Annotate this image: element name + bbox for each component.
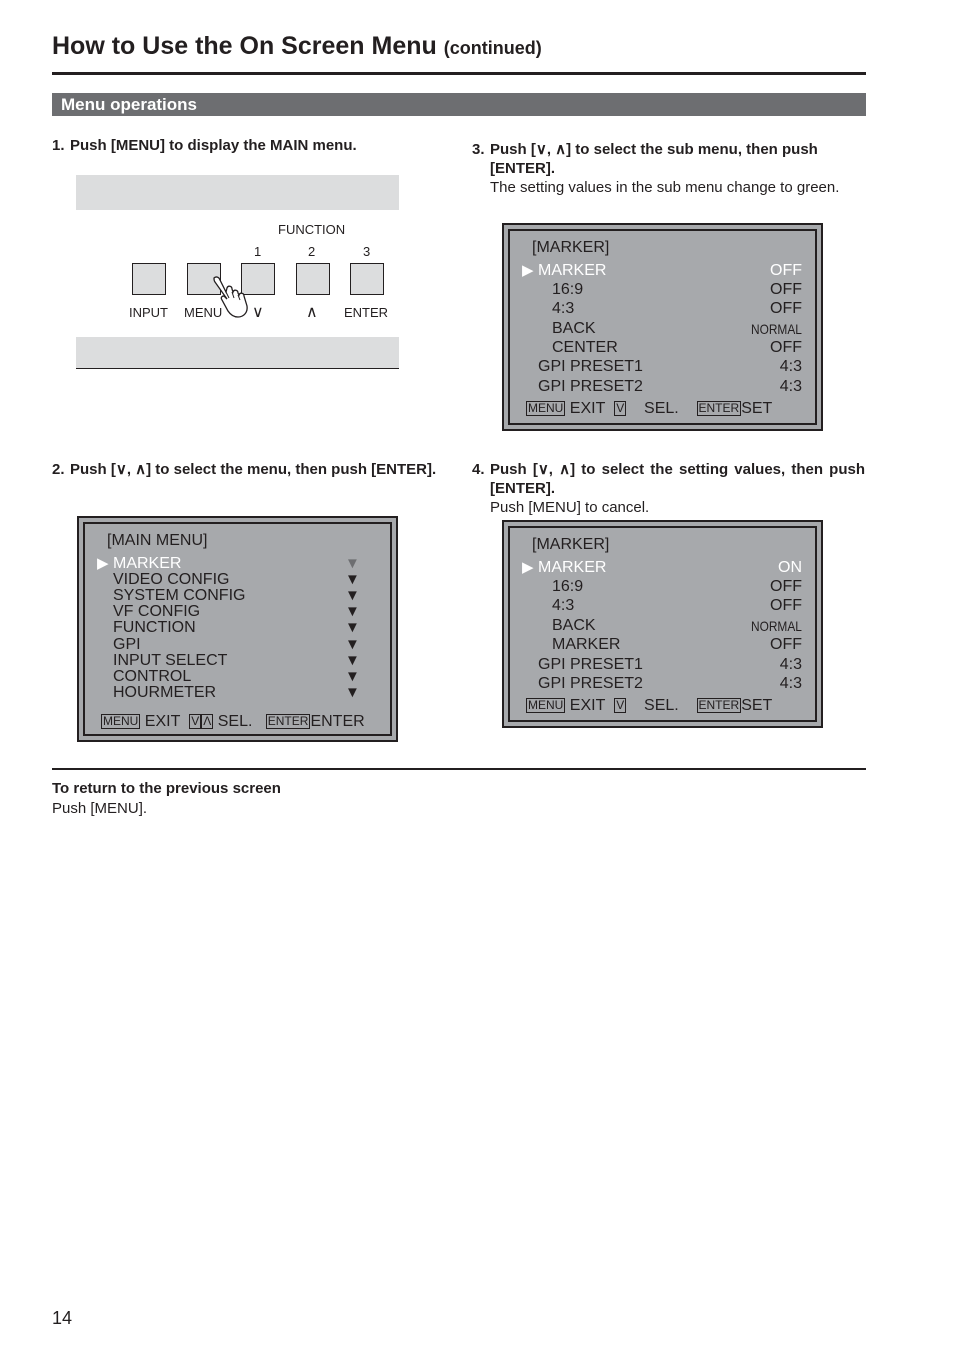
submenu-2-row-gpi-preset1[interactable]: GPI PRESET1 (538, 656, 643, 673)
enter-key: ENTER (267, 714, 309, 729)
marker-submenu-screen-1 (502, 223, 823, 431)
main-menu-item-vf-config[interactable]: VF CONFIG (113, 603, 201, 620)
step-4 (472, 460, 865, 517)
footer-sel: SEL. (644, 400, 679, 417)
page-title (52, 32, 542, 61)
submenu-2-row-marker[interactable]: MARKER (538, 559, 607, 576)
main-menu-item-marker[interactable]: MARKER (113, 555, 182, 572)
submenu-2-value-16-9: OFF (770, 578, 802, 595)
section-heading-text: Menu operations (61, 95, 198, 114)
step-2 (52, 460, 445, 479)
submenu-1-row-gpi-preset1[interactable]: GPI PRESET1 (538, 358, 643, 375)
submenu-1-value-16-9: OFF (770, 281, 802, 298)
main-menu-footer (101, 713, 365, 731)
footer-exit: EXIT (569, 697, 606, 714)
return-heading: To return to the previous screen (52, 780, 281, 797)
function-number-3: 3 (363, 244, 371, 259)
footer-sel: SEL. (644, 697, 679, 714)
submenu-2-value-marker-sub: OFF (770, 636, 802, 653)
submenu-2-footer (526, 697, 772, 715)
input-button[interactable] (132, 263, 166, 295)
submenu-arrow-icon: ▼ (345, 684, 360, 701)
step-3-text: Push [∨, ∧] to select the sub menu, then push [ENTER]. (490, 141, 818, 177)
step-1-number: 1. (52, 137, 65, 154)
function-label: FUNCTION (278, 222, 346, 237)
submenu-1-row-back[interactable]: BACK (552, 320, 596, 337)
function-number-1: 1 (254, 244, 262, 259)
step-4-number: 4. (472, 461, 485, 478)
footer-set: SET (741, 697, 773, 714)
submenu-2-title: [MARKER] (532, 536, 610, 553)
submenu-1-row-marker[interactable]: MARKER (538, 262, 607, 279)
step-4-text: Push [∨, ∧] to select the setting values, then push [ENTER]. (490, 461, 865, 497)
panel-top-strip (76, 175, 399, 210)
main-menu-screen (77, 516, 398, 742)
cursor-icon: ▶ (522, 262, 534, 279)
footer-sel: SEL. (217, 713, 253, 730)
main-menu-item-input-select[interactable]: INPUT SELECT (113, 652, 228, 669)
submenu-1-row-center[interactable]: CENTER (552, 339, 618, 356)
main-menu-item-hourmeter[interactable]: HOURMETER (113, 684, 217, 701)
main-menu-title: [MAIN MENU] (107, 532, 208, 549)
submenu-arrow-icon: ▼ (345, 555, 360, 572)
enter-key: ENTER (698, 401, 740, 416)
step-1-text: Push [MENU] to display the MAIN menu. (70, 137, 357, 154)
step-2-text: Push [∨, ∧] to select the menu, then push [ENTER]. (70, 461, 437, 478)
submenu-1-value-4-3: OFF (770, 300, 802, 317)
step-2-number: 2. (52, 461, 65, 478)
submenu-2-value-4-3: OFF (770, 597, 802, 614)
menu-button-label: MENU (184, 305, 223, 320)
panel-bottom-strip (76, 337, 399, 369)
menu-key: MENU (103, 714, 139, 729)
submenu-1-row-16-9[interactable]: 16:9 (552, 281, 584, 298)
footer-exit: EXIT (144, 713, 181, 730)
submenu-arrow-icon: ▼ (345, 652, 360, 669)
submenu-1-footer (526, 400, 772, 418)
up-button-label: ∧ (306, 304, 318, 321)
down-button-label: ∨ (252, 304, 264, 321)
step-3 (472, 140, 865, 197)
submenu-2-value-back: NORMAL (751, 618, 802, 634)
menu-key: MENU (528, 401, 564, 416)
submenu-arrow-icon: ▼ (345, 619, 360, 636)
main-menu-item-system-config[interactable]: SYSTEM CONFIG (113, 587, 246, 604)
submenu-2-row-16-9[interactable]: 16:9 (552, 578, 584, 595)
submenu-1-value-gpi-preset2: 4:3 (779, 378, 802, 395)
submenu-2-row-back[interactable]: BACK (552, 617, 596, 634)
submenu-2-value-gpi-preset2: 4:3 (779, 675, 802, 692)
down-key: V (616, 698, 625, 713)
submenu-1-value-center: OFF (770, 339, 802, 356)
submenu-2-value-gpi-preset1: 4:3 (779, 656, 802, 673)
footer-exit: EXIT (569, 400, 606, 417)
step-3-note: The setting values in the sub menu change to green. (490, 179, 840, 196)
main-menu-item-function[interactable]: FUNCTION (113, 619, 196, 636)
page-title-continued: (continued) (443, 38, 542, 58)
return-text: Push [MENU]. (52, 800, 148, 817)
step-4-note: Push [MENU] to cancel. (490, 499, 650, 516)
enter-button[interactable] (350, 263, 384, 295)
input-button-label: INPUT (129, 305, 168, 320)
enter-key: ENTER (698, 698, 740, 713)
footer-enter: ENTER (310, 713, 365, 730)
down-key: V (191, 714, 200, 729)
main-menu-item-video-config[interactable]: VIDEO CONFIG (113, 571, 230, 588)
submenu-1-row-gpi-preset2[interactable]: GPI PRESET2 (538, 378, 643, 395)
function-number-2: 2 (308, 244, 316, 259)
page-number: 14 (52, 1308, 73, 1328)
submenu-1-row-4-3[interactable]: 4:3 (552, 300, 575, 317)
cursor-icon: ▶ (522, 559, 534, 576)
up-key: Λ (203, 714, 212, 729)
footer-set: SET (741, 400, 773, 417)
submenu-1-title: [MARKER] (532, 239, 610, 256)
submenu-arrow-icon: ▼ (345, 587, 360, 604)
submenu-1-value-marker: OFF (770, 262, 802, 279)
page-title-text: How to Use the On Screen Menu (52, 32, 437, 60)
step-3-number: 3. (472, 141, 485, 158)
submenu-2-value-marker: ON (778, 559, 802, 576)
submenu-2-row-gpi-preset2[interactable]: GPI PRESET2 (538, 675, 643, 692)
submenu-arrow-icon: ▼ (345, 636, 360, 653)
submenu-arrow-icon: ▼ (345, 571, 360, 588)
down-key: V (616, 401, 625, 416)
submenu-2-row-4-3[interactable]: 4:3 (552, 597, 575, 614)
section-divider (52, 768, 866, 770)
submenu-2-row-marker-sub[interactable]: MARKER (552, 636, 621, 653)
cursor-icon: ▶ (97, 555, 109, 572)
submenu-1-value-back: NORMAL (751, 321, 802, 337)
pointing-hand-icon (206, 274, 254, 320)
submenu-arrow-icon: ▼ (345, 603, 360, 620)
submenu-1-value-gpi-preset1: 4:3 (779, 358, 802, 375)
title-rule (52, 72, 866, 75)
submenu-arrow-icon: ▼ (345, 668, 360, 685)
main-menu-item-control[interactable]: CONTROL (113, 668, 192, 685)
step-1 (52, 136, 445, 155)
enter-button-label: ENTER (344, 305, 389, 320)
function-2-button[interactable] (296, 263, 330, 295)
menu-key: MENU (528, 698, 564, 713)
marker-submenu-screen-2 (502, 520, 823, 728)
section-heading (52, 93, 866, 116)
main-menu-item-gpi[interactable]: GPI (113, 636, 141, 653)
